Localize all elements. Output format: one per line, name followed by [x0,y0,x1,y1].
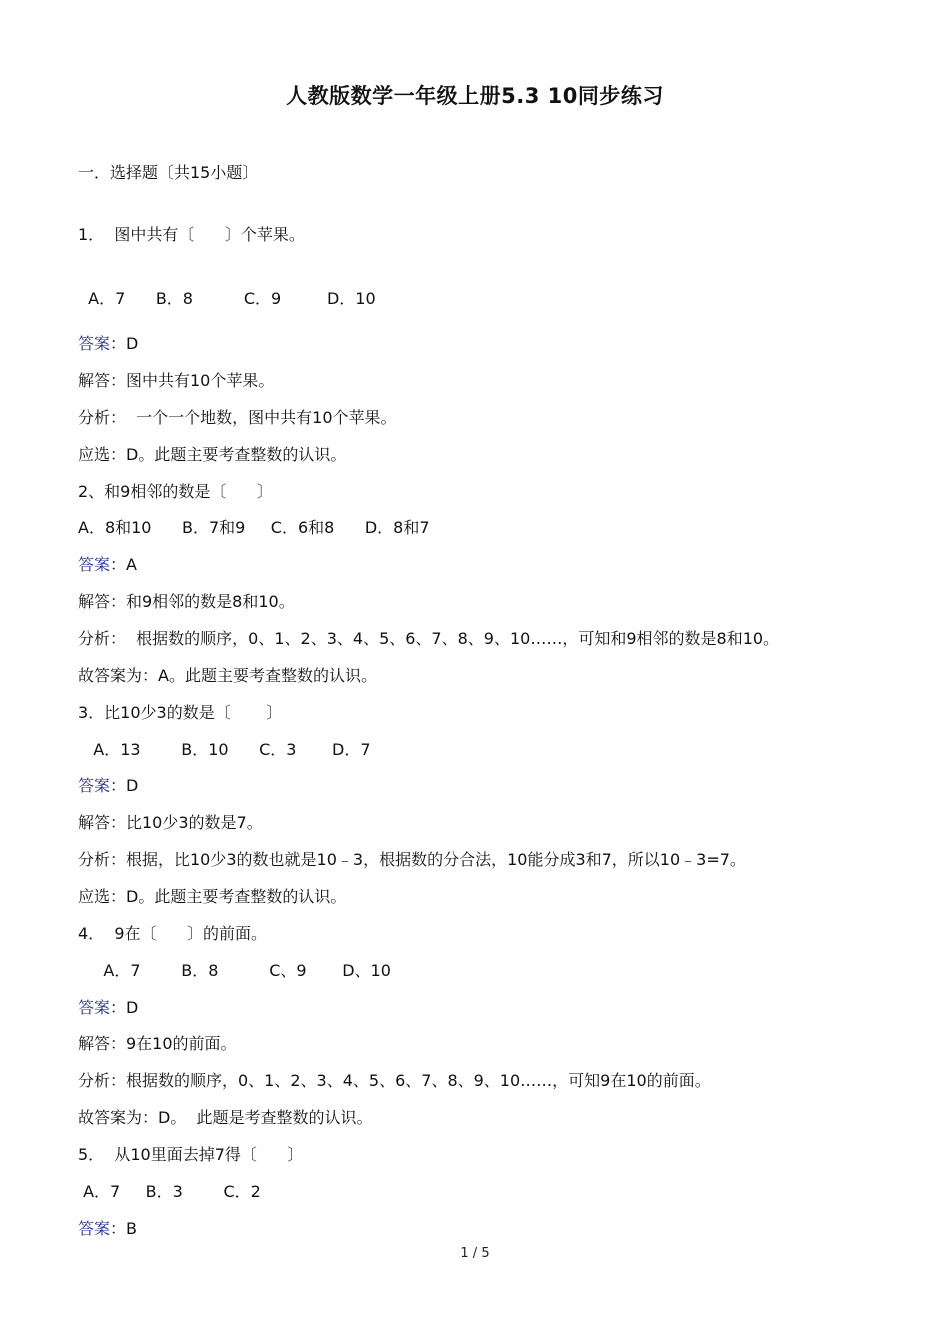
answer-value: ：B [110,1219,137,1238]
q2-question: 2、和9相邻的数是〔 〕 [78,482,273,501]
answer-value: ：D [110,776,139,795]
answer-label: 答案 [78,1219,111,1238]
q1-analysis: 分析： 一个一个地数，图中共有10个苹果。 [78,408,397,427]
q5-options: A．7 B．3 C．2 [78,1182,261,1201]
answer-label: 答案 [78,776,111,795]
q5-answer [78,1218,137,1240]
document-title: 人教版数学一年级上册5.3 10同步练习 [286,84,664,108]
page-number: 1 / 5 [460,1246,490,1261]
q2-solution: 解答：和9相邻的数是8和10。 [78,592,295,611]
q1-conclusion: 应选：D。此题主要考查整数的认识。 [78,445,347,464]
q3-question: 3．比10少3的数是〔 〕 [78,703,283,722]
q4-answer [78,997,138,1019]
q1-question: 1． 图中共有〔 〕个苹果。 [78,225,305,244]
q2-options: A．8和10 B．7和9 C．6和8 D．8和7 [78,518,430,537]
q4-options: A．7 B．8 C、9 D、10 [78,961,391,980]
q4-question: 4． 9在〔 〕的前面。 [78,924,268,943]
q5-question: 5． 从10里面去掉7得〔 〕 [78,1145,304,1164]
answer-value: ：D [110,998,139,1017]
q2-answer [78,554,137,576]
q3-solution: 解答：比10少3的数是7。 [78,813,263,832]
answer-value: ：D [110,334,139,353]
answer-label: 答案 [78,998,111,1017]
q2-conclusion: 故答案为：A。此题主要考查整数的认识。 [78,666,377,685]
q3-conclusion: 应选：D。此题主要考查整数的认识。 [78,887,347,906]
q1-options: A．7 B．8 C．9 D．10 [78,289,376,308]
answer-label: 答案 [78,334,111,353]
answer-value: ：A [110,555,137,574]
q1-solution: 解答：图中共有10个苹果。 [78,371,275,390]
answer-label: 答案 [78,555,111,574]
q3-answer [78,775,138,797]
section-heading: 一．选择题〔共15小题〕 [78,163,259,182]
q3-analysis: 分析：根据，比10少3的数也就是10﹣3，根据数的分合法，10能分成3和7，所以10﹣3=7。 [78,850,746,869]
q3-options: A．13 B．10 C．3 D．7 [78,740,371,759]
q1-answer [78,333,138,355]
q2-analysis: 分析： 根据数的顺序，0、1、2、3、4、5、6、7、8、9、10……，可知和9相邻的数是8和10。 [78,629,780,648]
q4-conclusion: 故答案为：D。 此题是考查整数的认识。 [78,1108,373,1127]
q4-solution: 解答：9在10的前面。 [78,1034,237,1053]
q4-analysis: 分析：根据数的顺序，0、1、2、3、4、5、6、7、8、9、10……，可知9在10的前面。 [78,1071,711,1090]
